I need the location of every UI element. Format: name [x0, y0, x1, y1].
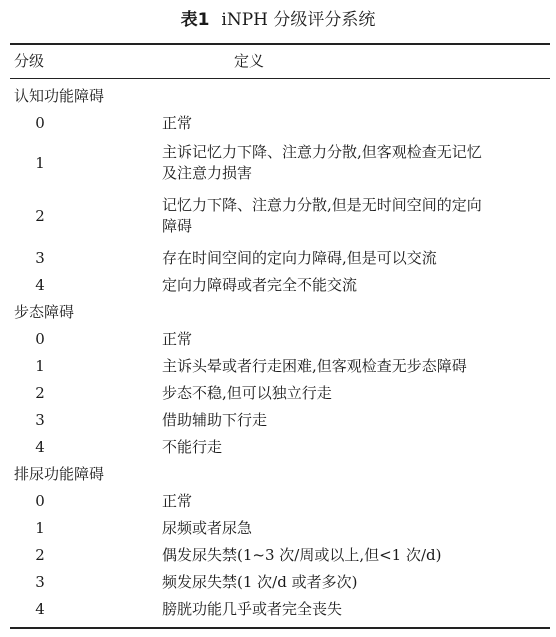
row-grade: 4 — [35, 600, 45, 618]
top-rule — [10, 43, 550, 45]
row-grade: 4 — [35, 438, 45, 456]
table-title: iNPH 分级评分系统 — [221, 10, 376, 30]
row-grade: 3 — [35, 573, 45, 591]
group-title-urinary: 排尿功能障碍 — [14, 465, 105, 483]
row-definition: 不能行走 — [162, 438, 223, 456]
row-definition: 频发尿失禁(1 次/d 或者多次) — [162, 573, 358, 591]
row-grade: 2 — [35, 207, 45, 225]
table-number: 表1 — [180, 10, 210, 30]
row-grade: 0 — [35, 330, 45, 348]
row-grade: 2 — [35, 546, 45, 564]
header-grade: 分级 — [14, 52, 45, 70]
row-definition: 主诉头晕或者行走困难,但客观检查无步态障碍 — [162, 357, 467, 375]
table-caption — [0, 8, 556, 32]
row-grade: 1 — [35, 519, 45, 537]
group-title-gait: 步态障碍 — [14, 303, 75, 321]
row-grade: 1 — [35, 357, 45, 375]
row-definition: 正常 — [162, 330, 193, 348]
row-definition: 存在时间空间的定向力障碍,但是可以交流 — [162, 249, 437, 267]
row-definition: 定向力障碍或者完全不能交流 — [162, 276, 358, 294]
row-grade: 2 — [35, 384, 45, 402]
row-definition: 步态不稳,但可以独立行走 — [162, 384, 332, 402]
row-definition: 主诉记忆力下降、注意力分散,但客观检查无记忆 — [162, 143, 482, 161]
row-definition: 正常 — [162, 114, 193, 132]
group-title-cognitive: 认知功能障碍 — [14, 87, 105, 105]
row-definition: 膀胱功能几乎或者完全丧失 — [162, 600, 343, 618]
header-definition: 定义 — [234, 52, 265, 70]
row-grade: 1 — [35, 154, 45, 172]
row-grade: 4 — [35, 276, 45, 294]
row-definition: 偶发尿失禁(1~3 次/周或以上,但<1 次/d) — [162, 546, 442, 564]
header-rule — [10, 78, 550, 79]
row-definition: 正常 — [162, 492, 193, 510]
row-grade: 3 — [35, 411, 45, 429]
row-definition: 尿频或者尿急 — [162, 519, 253, 537]
row-grade: 0 — [35, 492, 45, 510]
row-definition: 借助辅助下行走 — [162, 411, 268, 429]
row-definition: 记忆力下降、注意力分散,但是无时间空间的定向 — [162, 196, 482, 214]
bottom-rule — [10, 627, 550, 629]
row-grade: 0 — [35, 114, 45, 132]
row-grade: 3 — [35, 249, 45, 267]
row-definition-continued: 及注意力损害 — [162, 164, 253, 182]
row-definition-continued: 障碍 — [162, 217, 193, 235]
